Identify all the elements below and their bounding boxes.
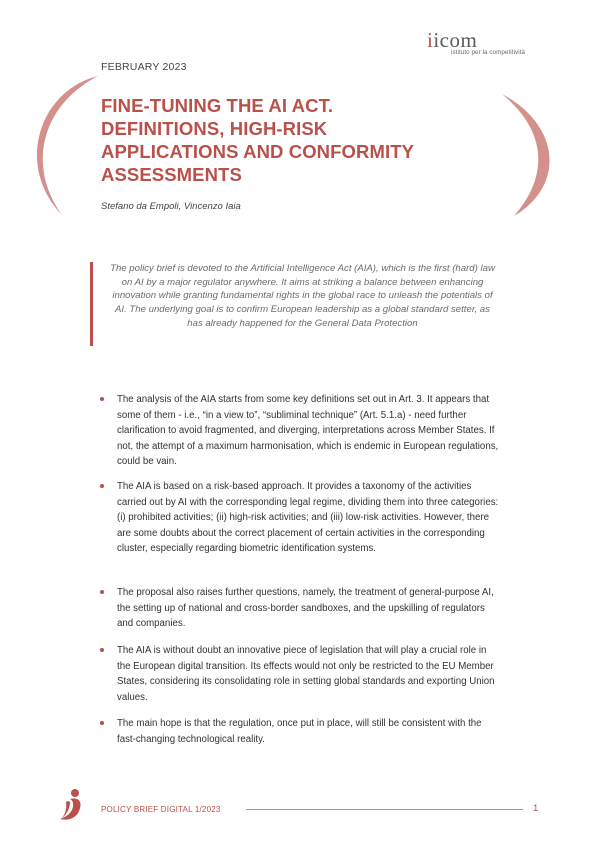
abstract: The policy brief is devoted to the Artificial Intelligence Act (AIA), which is the first (hard) law on AI by a major regulator anywhere. It aims at striking a balance between enhancing innovation while granting fundamental rights in the global race to unleash the potentials of AI. The underlying goal is to confirm European leadership as a global standard setter, as has already happened for the General Data Protection — [110, 263, 495, 329]
authors: Stefano da Empoli, Vincenzo Iaia — [101, 201, 241, 212]
list-item — [100, 643, 500, 705]
decorative-right-shape — [490, 90, 560, 220]
logo-tagline: istituto per la competitività — [451, 49, 526, 56]
bullet-dot-icon — [100, 397, 104, 401]
list-item-text: The analysis of the AIA starts from some key definitions set out in Art. 3. It appears that some of them - i.e., “in a view to”, “subliminal technique” (Art. 5.1.a) - need further clarification to avoid fragmented, and diverging, interpretations across Member States. If not, the attempt of a maximum harmonisation, which is endemic in European regulations, could be vain. — [117, 394, 499, 468]
list-item — [100, 716, 500, 747]
list-item-text: The AIA is based on a risk-based approach. It provides a taxonomy of the activities carried out by AI with the corresponding legal regime, dividing them into three categories: (i) prohibited activities; (ii) high-risk activities; and (iii) low-risk activities. However, there are some doubts about the correct placement of certain activities in the corresponding cluster, especially regarding biometric identification systems. — [117, 481, 499, 555]
abstract-accent-bar — [90, 262, 93, 346]
bullet-dot-icon — [100, 484, 104, 488]
bullet-dot-icon — [100, 590, 104, 594]
publication-date: FEBRUARY 2023 — [101, 61, 187, 73]
list-item-text: The main hope is that the regulation, once put in place, will still be consistent with the fast-changing technological reality. — [117, 718, 482, 745]
footer-divider — [246, 809, 523, 810]
footer-series-label: POLICY BRIEF DIGITAL 1/2023 — [101, 805, 221, 814]
list-item — [100, 392, 500, 470]
list-item-text: The AIA is without doubt an innovative piece of legislation that will play a crucial role in the European digital transition. Its effects would not only be restricted to the EU Member States, considering its consolidating role in setting global standards and exporting Union values. — [117, 645, 495, 703]
bullet-dot-icon — [100, 648, 104, 652]
icom-logo — [427, 30, 547, 66]
logo-name: icom — [433, 28, 478, 52]
page-number: 1 — [533, 803, 539, 814]
document-title: FINE-TUNING THE AI ACT. DEFINITIONS, HIGH-RISK APPLICATIONS AND CONFORMITY ASSESSMENTS — [101, 95, 414, 185]
logo-wordmark: iicom — [427, 28, 478, 52]
list-item — [100, 585, 500, 632]
list-item — [100, 479, 500, 557]
decorative-left-shape — [20, 70, 100, 220]
list-item-text: The proposal also raises further questions, namely, the treatment of general-purpose AI, the setting up of national and cross-border sandboxes, and the upskilling of regulators and companies. — [117, 587, 494, 630]
icom-i-icon — [57, 788, 85, 822]
bullet-dot-icon — [100, 721, 104, 725]
